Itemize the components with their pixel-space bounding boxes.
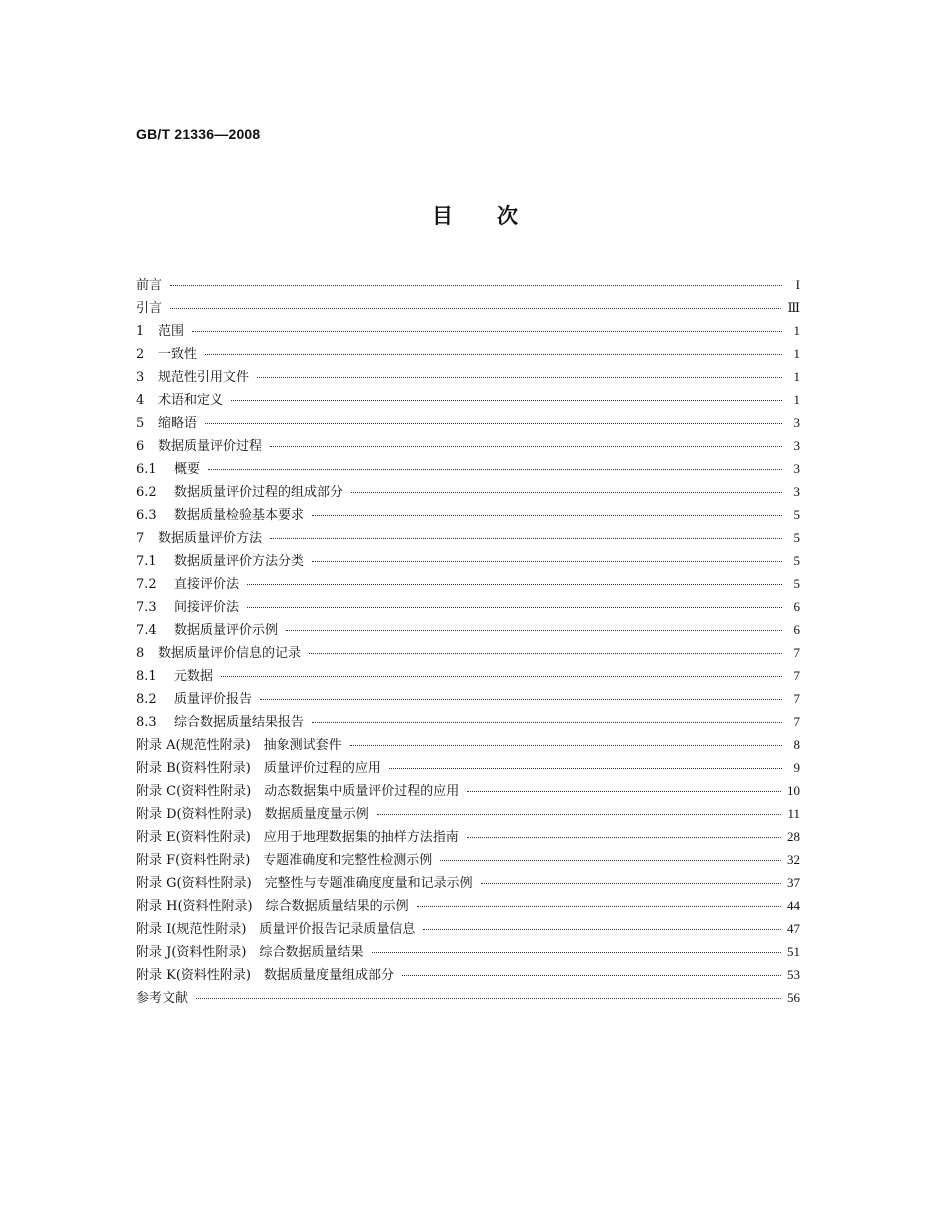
page-title: 目次 — [432, 203, 562, 228]
toc-entry-number: 8 — [136, 646, 145, 661]
toc-entry[interactable] — [136, 434, 800, 457]
toc-entry-title: 数据质量评价过程的组成部分 — [174, 485, 344, 500]
dot-leader — [309, 652, 782, 654]
toc-entry-number: 8.3 — [136, 715, 157, 730]
dot-leader — [467, 790, 781, 792]
toc-entry-number: 8.1 — [136, 669, 157, 684]
toc-entry-number: 2 — [136, 347, 145, 362]
toc-entry-number: 6 — [136, 439, 145, 454]
dot-leader — [221, 675, 782, 677]
toc-entry-page: 28 — [787, 829, 800, 844]
dot-leader — [389, 767, 782, 769]
toc-entry[interactable] — [136, 963, 800, 986]
dot-leader — [377, 813, 782, 815]
toc-entry-title: 数据质量检验基本要求 — [174, 508, 305, 523]
toc-entry[interactable] — [136, 848, 800, 871]
toc-entry[interactable] — [136, 457, 800, 480]
toc-entry-number: 7.3 — [136, 600, 157, 615]
toc-entry-title: 附录 D(资料性附录) 数据质量度量示例 — [136, 807, 369, 822]
toc-entry-number: 8.2 — [136, 692, 157, 707]
toc-entry-label — [136, 504, 312, 527]
toc-entry-page: 37 — [787, 875, 800, 890]
toc-entry-number: 1 — [136, 324, 145, 339]
dot-leader — [286, 629, 782, 631]
toc-entry-title: 缩略语 — [158, 416, 198, 431]
dot-leader — [257, 376, 782, 378]
dot-leader — [312, 514, 782, 516]
toc-entry-page: 3 — [793, 438, 800, 453]
toc-entry-page: 7 — [793, 645, 800, 660]
toc-entry-label — [136, 343, 205, 366]
toc-entry-page: 51 — [787, 944, 800, 959]
toc-entry-title: 附录 B(资料性附录) 质量评价过程的应用 — [136, 761, 381, 776]
toc-entry-label — [136, 780, 467, 803]
toc-entry-label — [136, 619, 286, 642]
toc-entry-label — [136, 297, 170, 320]
dot-leader — [312, 721, 782, 723]
toc-entry-page: 44 — [787, 898, 800, 913]
toc-entry-label — [136, 458, 208, 481]
toc-entry-label — [136, 527, 270, 550]
toc-entry[interactable] — [136, 687, 800, 710]
toc-entry-label — [136, 573, 247, 596]
toc-entry[interactable] — [136, 595, 800, 618]
dot-leader — [402, 974, 781, 976]
dot-leader — [196, 997, 781, 999]
toc-entry[interactable] — [136, 802, 800, 825]
toc-entry[interactable] — [136, 503, 800, 526]
toc-entry-label — [136, 757, 389, 780]
toc-entry-number: 6.2 — [136, 485, 157, 500]
toc-entry-title: 范围 — [158, 324, 185, 339]
toc-entry-title: 数据质量评价过程 — [158, 439, 263, 454]
toc-entry-page: 1 — [793, 369, 800, 384]
toc-entry-page: 5 — [793, 530, 800, 545]
dot-leader — [350, 744, 782, 746]
toc-entry-title: 附录 C(资料性附录) 动态数据集中质量评价过程的应用 — [136, 784, 460, 799]
dot-leader — [260, 698, 782, 700]
toc-entry[interactable] — [136, 733, 800, 756]
toc-entry-label — [136, 895, 417, 918]
toc-entry-title: 引言 — [136, 301, 163, 316]
toc-entry-label — [136, 941, 372, 964]
toc-entry-page: 10 — [787, 783, 800, 798]
dot-leader — [481, 882, 781, 884]
toc-entry-label — [136, 665, 221, 688]
toc-entry-label — [136, 849, 440, 872]
toc-entry-title: 概要 — [174, 462, 201, 477]
toc-entry-label — [136, 366, 257, 389]
toc-entry-page: 11 — [787, 806, 800, 821]
toc-entry-title: 附录 K(资料性附录) 数据质量度量组成部分 — [136, 968, 394, 983]
dot-leader — [417, 905, 781, 907]
toc-entry-number: 7.4 — [136, 623, 157, 638]
dot-leader — [351, 491, 782, 493]
toc-entry-title: 元数据 — [174, 669, 214, 684]
toc-entry-page: 5 — [793, 507, 800, 522]
toc-entry-label — [136, 872, 481, 895]
dot-leader — [467, 836, 781, 838]
dot-leader — [247, 606, 782, 608]
toc-entry-page: 1 — [793, 392, 800, 407]
toc-entry-title: 附录 A(规范性附录) 抽象测试套件 — [136, 738, 342, 753]
toc-entry-title: 附录 H(资料性附录) 综合数据质量结果的示例 — [136, 899, 409, 914]
dot-leader — [247, 583, 782, 585]
toc-entry-number: 4 — [136, 393, 145, 408]
toc-entry-page: 1 — [793, 323, 800, 338]
toc-entry-label — [136, 550, 312, 573]
toc-entry-page: 3 — [793, 415, 800, 430]
toc-entry-page: 7 — [793, 714, 800, 729]
toc-entry-page: 8 — [793, 737, 800, 752]
toc-entry-title: 数据质量评价方法分类 — [174, 554, 305, 569]
toc-entry-number: 5 — [136, 416, 145, 431]
toc-entry-page: Ⅲ — [787, 300, 800, 315]
toc-entry-label — [136, 711, 312, 734]
toc-entry[interactable] — [136, 480, 800, 503]
toc-entry[interactable] — [136, 572, 800, 595]
dot-leader — [231, 399, 782, 401]
toc-entry-page: 9 — [793, 760, 800, 775]
toc-entry-title: 规范性引用文件 — [158, 370, 250, 385]
table-of-contents — [136, 273, 800, 1009]
toc-entry-label — [136, 274, 170, 297]
toc-entry-title: 附录 I(规范性附录) 质量评价报告记录质量信息 — [136, 922, 416, 937]
toc-entry[interactable] — [136, 825, 800, 848]
toc-entry-page: 7 — [793, 691, 800, 706]
toc-entry-label — [136, 826, 467, 849]
dot-leader — [372, 951, 782, 953]
toc-entry-title: 间接评价法 — [174, 600, 240, 615]
dot-leader — [170, 307, 781, 309]
toc-entry-page: I — [795, 277, 800, 292]
toc-entry-page: 3 — [793, 461, 800, 476]
toc-entry-page: 1 — [793, 346, 800, 361]
toc-entry-label — [136, 734, 350, 757]
toc-entry[interactable] — [136, 342, 800, 365]
dot-leader — [312, 560, 782, 562]
toc-entry-page: 5 — [793, 553, 800, 568]
toc-entry[interactable] — [136, 365, 800, 388]
toc-entry-page: 7 — [793, 668, 800, 683]
toc-entry-page: 32 — [787, 852, 800, 867]
toc-entry-title: 一致性 — [158, 347, 198, 362]
toc-entry-label — [136, 918, 423, 941]
dot-leader — [270, 537, 782, 539]
toc-entry-title: 直接评价法 — [174, 577, 240, 592]
toc-entry[interactable] — [136, 296, 800, 319]
dot-leader — [192, 330, 782, 332]
toc-entry[interactable] — [136, 526, 800, 549]
toc-entry-title: 质量评价报告 — [174, 692, 253, 707]
toc-entry-label — [136, 596, 247, 619]
toc-entry-number: 7.1 — [136, 554, 157, 569]
toc-entry-title: 附录 F(资料性附录) 专题准确度和完整性检测示例 — [136, 853, 433, 868]
toc-entry-title: 数据质量评价信息的记录 — [158, 646, 302, 661]
dot-leader — [205, 353, 782, 355]
toc-entry-title: 附录 G(资料性附录) 完整性与专题准确度度量和记录示例 — [136, 876, 473, 891]
toc-entry-page: 3 — [793, 484, 800, 499]
dot-leader — [205, 422, 782, 424]
toc-entry-page: 5 — [793, 576, 800, 591]
toc-entry-page: 53 — [787, 967, 800, 982]
toc-entry-label — [136, 435, 270, 458]
toc-entry-label — [136, 803, 377, 826]
toc-entry-label — [136, 320, 192, 343]
toc-entry-label — [136, 389, 231, 412]
toc-entry-number: 6.3 — [136, 508, 157, 523]
toc-entry-title: 参考文献 — [136, 991, 189, 1006]
toc-entry[interactable] — [136, 273, 800, 296]
toc-entry[interactable] — [136, 388, 800, 411]
toc-entry-number: 6.1 — [136, 462, 157, 477]
toc-entry-title: 附录 E(资料性附录) 应用于地理数据集的抽样方法指南 — [136, 830, 459, 845]
toc-entry-page: 6 — [793, 599, 800, 614]
standard-code: GB/T 21336—2008 — [136, 126, 261, 142]
toc-entry[interactable] — [136, 917, 800, 940]
toc-entry-label — [136, 688, 260, 711]
toc-entry-page: 6 — [793, 622, 800, 637]
toc-entry[interactable] — [136, 319, 800, 342]
toc-entry-page: 47 — [787, 921, 800, 936]
toc-entry[interactable] — [136, 779, 800, 802]
toc-entry-label — [136, 412, 205, 435]
toc-entry[interactable] — [136, 641, 800, 664]
toc-entry-title: 数据质量评价示例 — [174, 623, 279, 638]
toc-entry-number: 7 — [136, 531, 145, 546]
toc-entry-title: 前言 — [136, 278, 163, 293]
toc-entry-label — [136, 642, 309, 665]
toc-entry[interactable] — [136, 894, 800, 917]
toc-entry-page: 56 — [787, 990, 800, 1005]
toc-entry-title: 术语和定义 — [158, 393, 224, 408]
toc-entry[interactable] — [136, 664, 800, 687]
toc-entry[interactable] — [136, 411, 800, 434]
toc-entry-label — [136, 987, 196, 1010]
toc-entry[interactable] — [136, 549, 800, 572]
dot-leader — [270, 445, 782, 447]
toc-entry-title: 附录 J(资料性附录) 综合数据质量结果 — [136, 945, 364, 960]
dot-leader — [170, 284, 782, 286]
toc-entry-number: 7.2 — [136, 577, 157, 592]
toc-entry-title: 数据质量评价方法 — [158, 531, 263, 546]
toc-entry[interactable] — [136, 756, 800, 779]
dot-leader — [423, 928, 781, 930]
toc-entry-title: 综合数据质量结果报告 — [174, 715, 305, 730]
toc-entry[interactable] — [136, 871, 800, 894]
toc-entry[interactable] — [136, 940, 800, 963]
toc-entry-label — [136, 481, 351, 504]
toc-entry[interactable] — [136, 986, 800, 1009]
toc-entry-label — [136, 964, 402, 987]
dot-leader — [208, 468, 782, 470]
dot-leader — [440, 859, 781, 861]
toc-entry[interactable] — [136, 710, 800, 733]
toc-entry[interactable] — [136, 618, 800, 641]
toc-entry-number: 3 — [136, 370, 145, 385]
